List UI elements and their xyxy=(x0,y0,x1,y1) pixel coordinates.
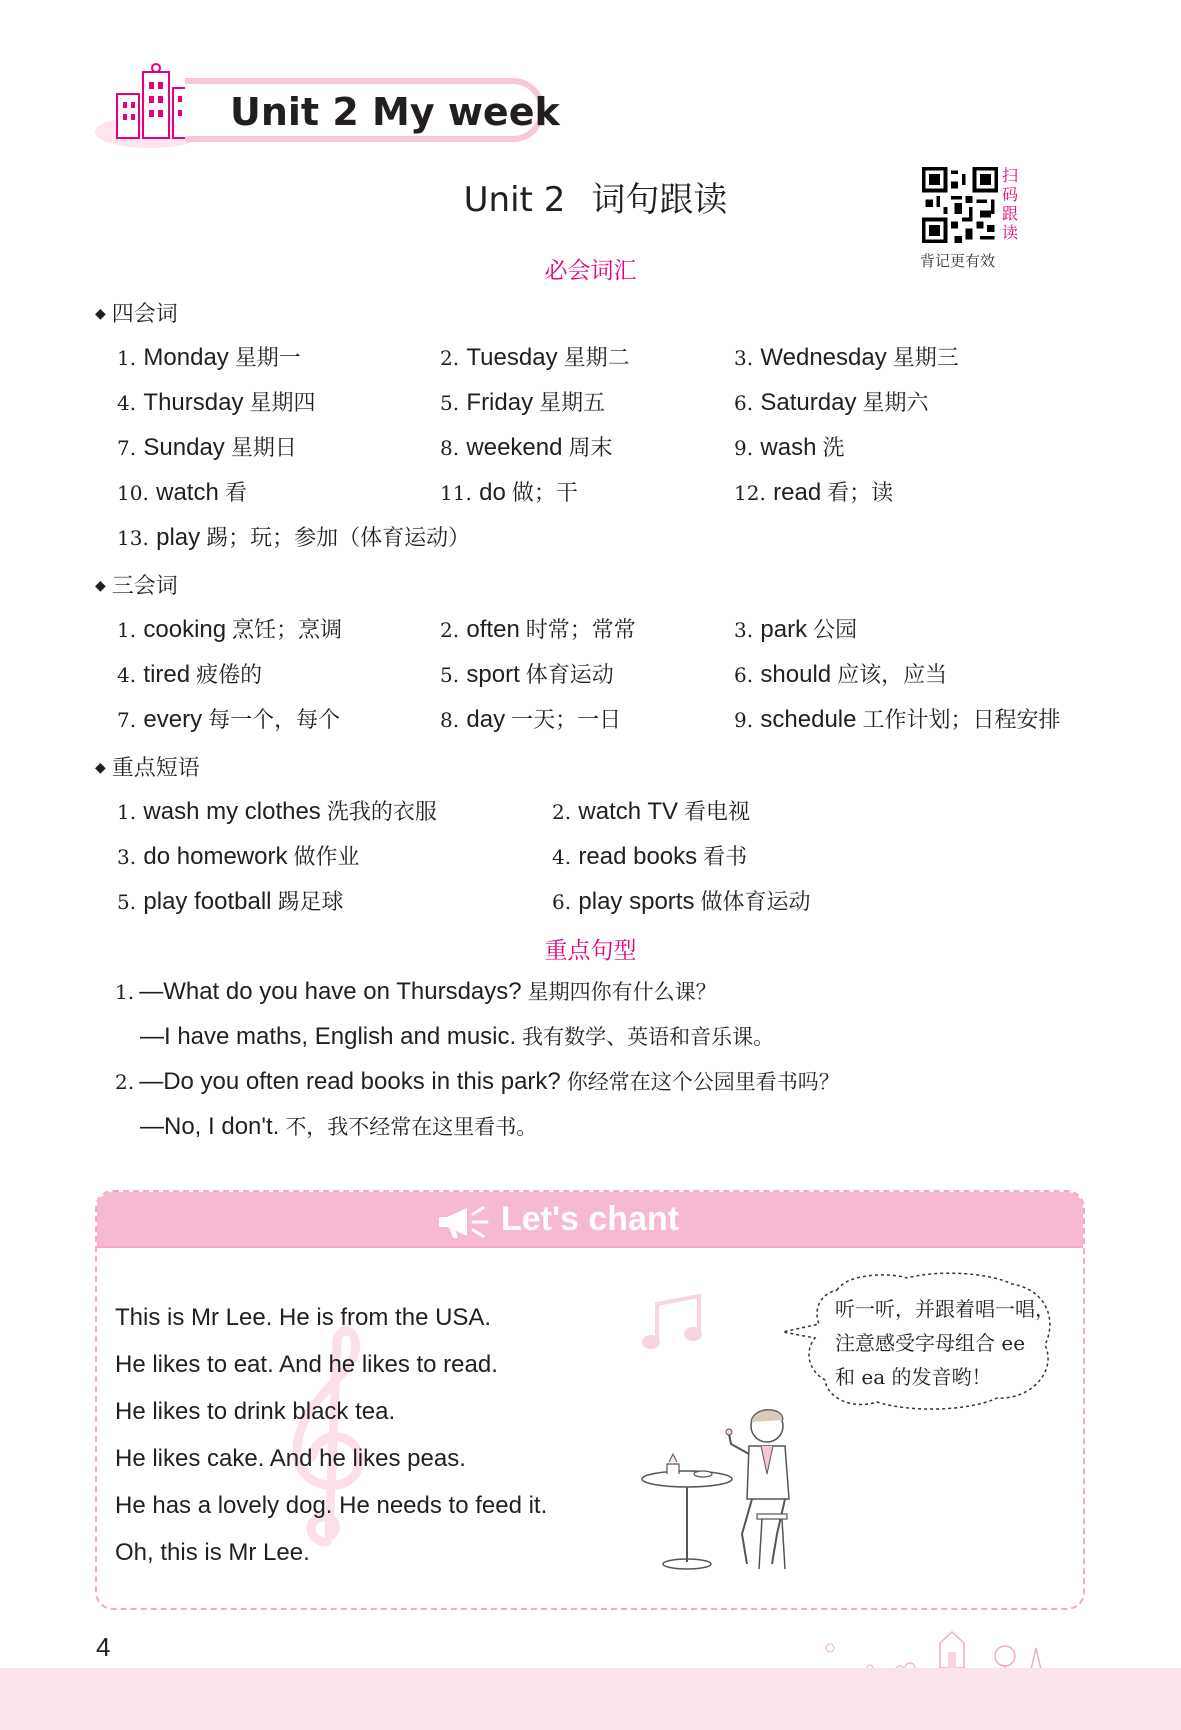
word-zh: 应该，应当 xyxy=(837,663,948,688)
phrase-zh: 踢足球 xyxy=(277,890,344,915)
phrase-item xyxy=(117,795,437,826)
sentence-answer xyxy=(140,1021,774,1051)
word-num: 2. xyxy=(440,346,460,370)
word-zh: 时常；常常 xyxy=(525,618,636,643)
word-en: every xyxy=(143,706,203,733)
three-skill-heading xyxy=(95,569,178,600)
word-en: weekend xyxy=(466,434,563,461)
word-num: 9. xyxy=(734,708,754,732)
word-item xyxy=(440,613,636,644)
chant-header xyxy=(97,1192,1083,1248)
word-en: cooking xyxy=(143,616,227,643)
phrase-en: watch TV xyxy=(578,798,679,825)
word-num: 7. xyxy=(117,708,137,732)
phrase-num: 1. xyxy=(117,800,137,824)
chant-line: He likes cake. And he likes peas. xyxy=(115,1445,466,1472)
word-zh: 星期二 xyxy=(563,346,630,371)
word-item xyxy=(734,341,959,372)
word-en: Monday xyxy=(143,344,229,371)
word-num: 7. xyxy=(117,436,137,460)
word-item xyxy=(734,431,844,462)
word-zh: 工作计划；日程安排 xyxy=(862,708,1061,733)
phrase-en: read books xyxy=(578,843,698,870)
word-num: 6. xyxy=(734,391,754,415)
qr-label: 扫码跟读 xyxy=(1002,166,1019,242)
word-num: 8. xyxy=(440,708,460,732)
word-num: 10. xyxy=(117,481,149,505)
chant-title: Let's chant xyxy=(500,1200,680,1238)
word-item xyxy=(117,386,315,417)
phrase-num: 4. xyxy=(552,845,572,869)
word-item xyxy=(117,341,301,372)
four-skill-heading-text: 四会词 xyxy=(111,302,178,327)
word-item xyxy=(734,613,857,644)
word-item xyxy=(440,431,613,462)
word-zh: 星期四 xyxy=(249,391,316,416)
word-zh: 疲倦的 xyxy=(196,663,263,688)
bubble-line: 注意感受字母组合 ee xyxy=(835,1331,1026,1355)
word-en: day xyxy=(466,706,506,733)
word-en: Saturday xyxy=(760,389,857,416)
word-num: 12. xyxy=(734,481,766,505)
word-item xyxy=(440,386,605,417)
word-num: 4. xyxy=(117,391,137,415)
word-en: wash xyxy=(760,434,817,461)
sentence-question xyxy=(115,976,717,1006)
word-item xyxy=(734,476,893,507)
diamond-bullet-icon: ◆ xyxy=(95,760,106,776)
word-num: 9. xyxy=(734,436,754,460)
word-zh: 星期三 xyxy=(892,346,959,371)
word-en: do xyxy=(479,479,506,506)
word-item xyxy=(117,658,262,689)
phrase-item xyxy=(552,840,747,871)
diamond-bullet-icon: ◆ xyxy=(95,306,106,322)
three-skill-heading-text: 三会词 xyxy=(111,574,178,599)
bubble-line: 听一听，并跟着唱一唱， xyxy=(835,1297,1055,1321)
chant-line: He likes to eat. And he likes to read. xyxy=(115,1351,498,1378)
sentence-en: —No, I don't. xyxy=(140,1113,280,1140)
word-item xyxy=(117,431,297,462)
word-en: Friday xyxy=(466,389,534,416)
word-zh: 洗 xyxy=(822,436,845,461)
phrase-zh: 看书 xyxy=(703,845,748,870)
word-num: 8. xyxy=(440,436,460,460)
diamond-bullet-icon: ◆ xyxy=(95,578,106,594)
phrase-zh: 看电视 xyxy=(684,800,751,825)
chant-line: This is Mr Lee. He is from the USA. xyxy=(115,1304,492,1331)
word-item xyxy=(734,658,947,689)
word-zh: 星期一 xyxy=(234,346,301,371)
word-en: play xyxy=(156,524,201,551)
sentence-en: —What do you have on Thursdays? xyxy=(139,978,522,1005)
word-item xyxy=(440,341,630,372)
word-en: Wednesday xyxy=(760,344,887,371)
word-num: 5. xyxy=(440,663,460,687)
word-num: 6. xyxy=(734,663,754,687)
phrase-num: 6. xyxy=(552,890,572,914)
qr-caption: 背记更有效 xyxy=(920,252,996,270)
word-num: 11. xyxy=(440,481,472,505)
word-item xyxy=(440,476,578,507)
sentence-en: —I have maths, English and music. xyxy=(140,1023,517,1050)
phrase-en: do homework xyxy=(143,843,288,870)
word-num: 3. xyxy=(734,618,754,642)
phrase-num: 5. xyxy=(117,890,137,914)
word-en: often xyxy=(466,616,520,643)
phrase-item xyxy=(117,885,344,916)
page-title-subtitle: 词句跟读 xyxy=(591,180,728,220)
four-skill-heading xyxy=(95,297,178,328)
word-num: 1. xyxy=(117,346,137,370)
music-note-icon xyxy=(637,1292,717,1352)
footer-band xyxy=(0,1668,1181,1730)
key-phrases-heading xyxy=(95,751,200,782)
phrase-item xyxy=(552,885,810,916)
word-item xyxy=(117,476,247,507)
sentence-zh: 不，我不经常在这里看书。 xyxy=(285,1115,538,1139)
word-en: Sunday xyxy=(143,434,225,461)
word-zh: 公园 xyxy=(813,618,858,643)
phrase-item xyxy=(117,840,360,871)
word-zh: 每一个，每个 xyxy=(208,708,341,733)
phrase-en: play football xyxy=(143,888,272,915)
word-num: 5. xyxy=(440,391,460,415)
word-zh: 星期日 xyxy=(230,436,297,461)
word-num: 1. xyxy=(117,618,137,642)
word-zh: 做；干 xyxy=(511,481,578,506)
word-en: schedule xyxy=(760,706,857,733)
word-zh: 烹饪；烹调 xyxy=(232,618,343,643)
sentence-num: 1. xyxy=(115,980,135,1004)
sentence-answer xyxy=(140,1111,537,1141)
word-item xyxy=(440,658,614,689)
phrase-en: play sports xyxy=(578,888,695,915)
sentence-num: 2. xyxy=(115,1070,135,1094)
word-en: park xyxy=(760,616,808,643)
phrase-en: wash my clothes xyxy=(143,798,321,825)
bubble-line: 和 ea 的发音哟！ xyxy=(835,1365,992,1389)
word-zh: 周末 xyxy=(568,436,613,461)
word-zh: 一天；一日 xyxy=(511,708,622,733)
word-num: 13. xyxy=(117,526,149,550)
vocab-section-heading: 必会词汇 xyxy=(544,258,637,284)
word-num: 4. xyxy=(117,663,137,687)
word-num: 2. xyxy=(440,618,460,642)
word-zh: 看 xyxy=(224,481,247,506)
sentence-section-heading: 重点句型 xyxy=(544,938,637,964)
word-item xyxy=(734,386,928,417)
word-en: Tuesday xyxy=(466,344,558,371)
sentence-question xyxy=(115,1066,840,1096)
chant-line: Oh, this is Mr Lee. xyxy=(115,1539,310,1566)
chant-box xyxy=(95,1190,1085,1610)
phrase-zh: 做作业 xyxy=(293,845,360,870)
word-en: read xyxy=(773,479,822,506)
word-item xyxy=(117,521,470,552)
unit-header-banner xyxy=(95,62,560,152)
chant-line: He likes to drink black tea. xyxy=(115,1398,396,1425)
phrase-num: 3. xyxy=(117,845,137,869)
chant-line: He has a lovely dog. He needs to feed it. xyxy=(115,1492,548,1519)
word-en: Thursday xyxy=(143,389,244,416)
sentence-en: —Do you often read books in this park? xyxy=(139,1068,561,1095)
man-eating-illustration xyxy=(637,1404,817,1574)
word-en: sport xyxy=(466,661,520,688)
key-phrases-heading-text: 重点短语 xyxy=(111,756,200,781)
word-zh: 星期五 xyxy=(539,391,606,416)
phrase-num: 2. xyxy=(552,800,572,824)
word-en: should xyxy=(760,661,832,688)
word-zh: 踢；玩；参加（体育运动） xyxy=(206,526,471,551)
unit-title: Unit 2 My week xyxy=(230,90,560,134)
speech-bubble-text xyxy=(835,1292,1055,1394)
word-zh: 体育运动 xyxy=(525,663,614,688)
word-en: tired xyxy=(143,661,191,688)
word-num: 3. xyxy=(734,346,754,370)
word-zh: 星期六 xyxy=(862,391,929,416)
word-item xyxy=(117,703,340,734)
word-item xyxy=(117,613,342,644)
phrase-zh: 做体育运动 xyxy=(700,890,811,915)
word-en: watch xyxy=(156,479,219,506)
phrase-zh: 洗我的衣服 xyxy=(326,800,437,825)
page-title-unit: Unit 2 xyxy=(463,180,566,220)
sentence-zh: 你经常在这个公园里看书吗？ xyxy=(566,1070,840,1094)
sentence-zh: 星期四你有什么课？ xyxy=(527,980,717,1004)
phrase-item xyxy=(552,795,750,826)
qr-code-icon[interactable] xyxy=(922,167,998,243)
page-number: 4 xyxy=(96,1632,111,1662)
sentence-zh: 我有数学、英语和音乐课。 xyxy=(522,1025,775,1049)
speech-bubble xyxy=(777,1270,1057,1415)
word-zh: 看；读 xyxy=(827,481,894,506)
word-item xyxy=(440,703,621,734)
word-item xyxy=(734,703,1061,734)
